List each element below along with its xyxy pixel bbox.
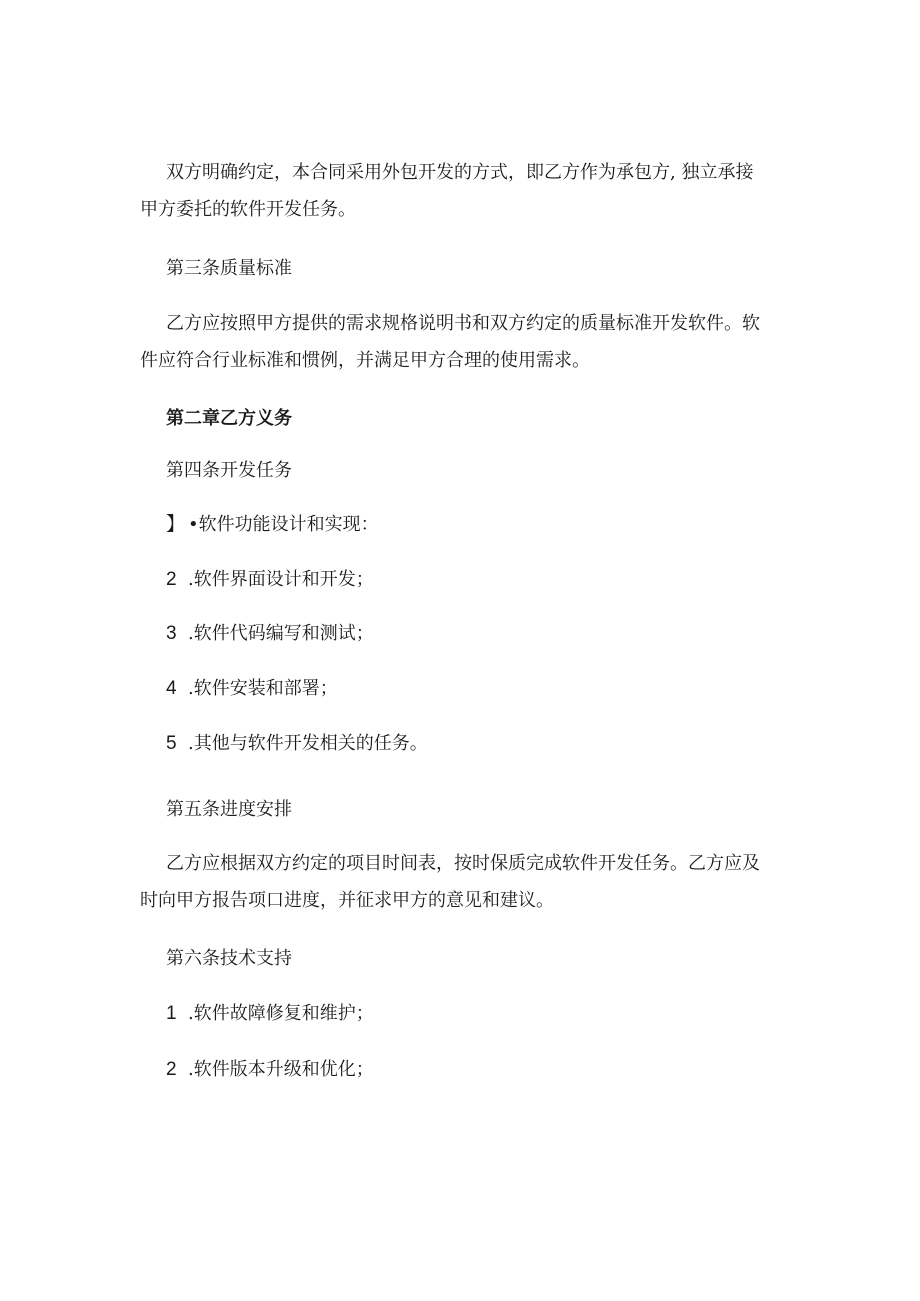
paragraph-line: 双方明确约定，本合同采用外包开发的方式，即乙方作为承包方, 独立承接 (166, 162, 754, 183)
paragraph-schedule (140, 845, 781, 919)
article-6-heading: 第六条技术支持 (166, 948, 292, 969)
list-item-number: 5 (166, 733, 177, 754)
list-item-number: 2 (166, 1059, 177, 1080)
list-item (166, 1053, 374, 1087)
list-item (166, 997, 374, 1031)
paragraph-line: 件应符合行业标准和惯例，并满足甲方合理的使用需求。 (140, 350, 590, 371)
list-item (166, 672, 338, 706)
paragraph-line: 乙方应按照甲方提供的需求规格说明书和双方约定的质量标准开发软件。软 (166, 313, 760, 334)
list-item-number: 】 (166, 514, 186, 535)
chapter-2-heading: 第二章乙方义务 (166, 408, 292, 429)
list-item-number: 1 (166, 1003, 177, 1024)
article-5-heading: 第五条进度安排 (166, 799, 292, 820)
list-item (166, 617, 374, 651)
paragraph-quality (140, 305, 781, 379)
list-item-text: .软件故障修复和维护； (188, 1003, 374, 1024)
list-item (166, 727, 428, 761)
paragraph-line: 时向甲方报告项口进度，并征求甲方的意见和建议。 (140, 890, 554, 911)
list-item-number: 2 (166, 569, 177, 590)
paragraph-line: 乙方应根据双方约定的项目时间表，按时保质完成软件开发任务。乙方应及 (166, 853, 760, 874)
list-item-number: 4 (166, 678, 177, 699)
list-item-text: •软件功能设计和实现： (188, 514, 379, 535)
list-item-text: .软件版本升级和优化； (188, 1059, 374, 1080)
list-item-text: .软件界面设计和开发； (188, 569, 374, 590)
paragraph-outsourcing (140, 154, 781, 228)
paragraph-line: 甲方委托的软件开发任务。 (140, 199, 356, 220)
list-item (166, 508, 379, 542)
list-item-text: .软件代码编写和测试； (188, 623, 374, 644)
list-item-text: .其他与软件开发相关的任务。 (188, 733, 428, 754)
article-3-heading: 第三条质量标准 (166, 258, 292, 279)
article-4-heading: 第四条开发任务 (166, 460, 292, 481)
list-item (166, 563, 374, 597)
list-item-number: 3 (166, 623, 177, 644)
list-item-text: .软件安装和部署； (188, 678, 338, 699)
